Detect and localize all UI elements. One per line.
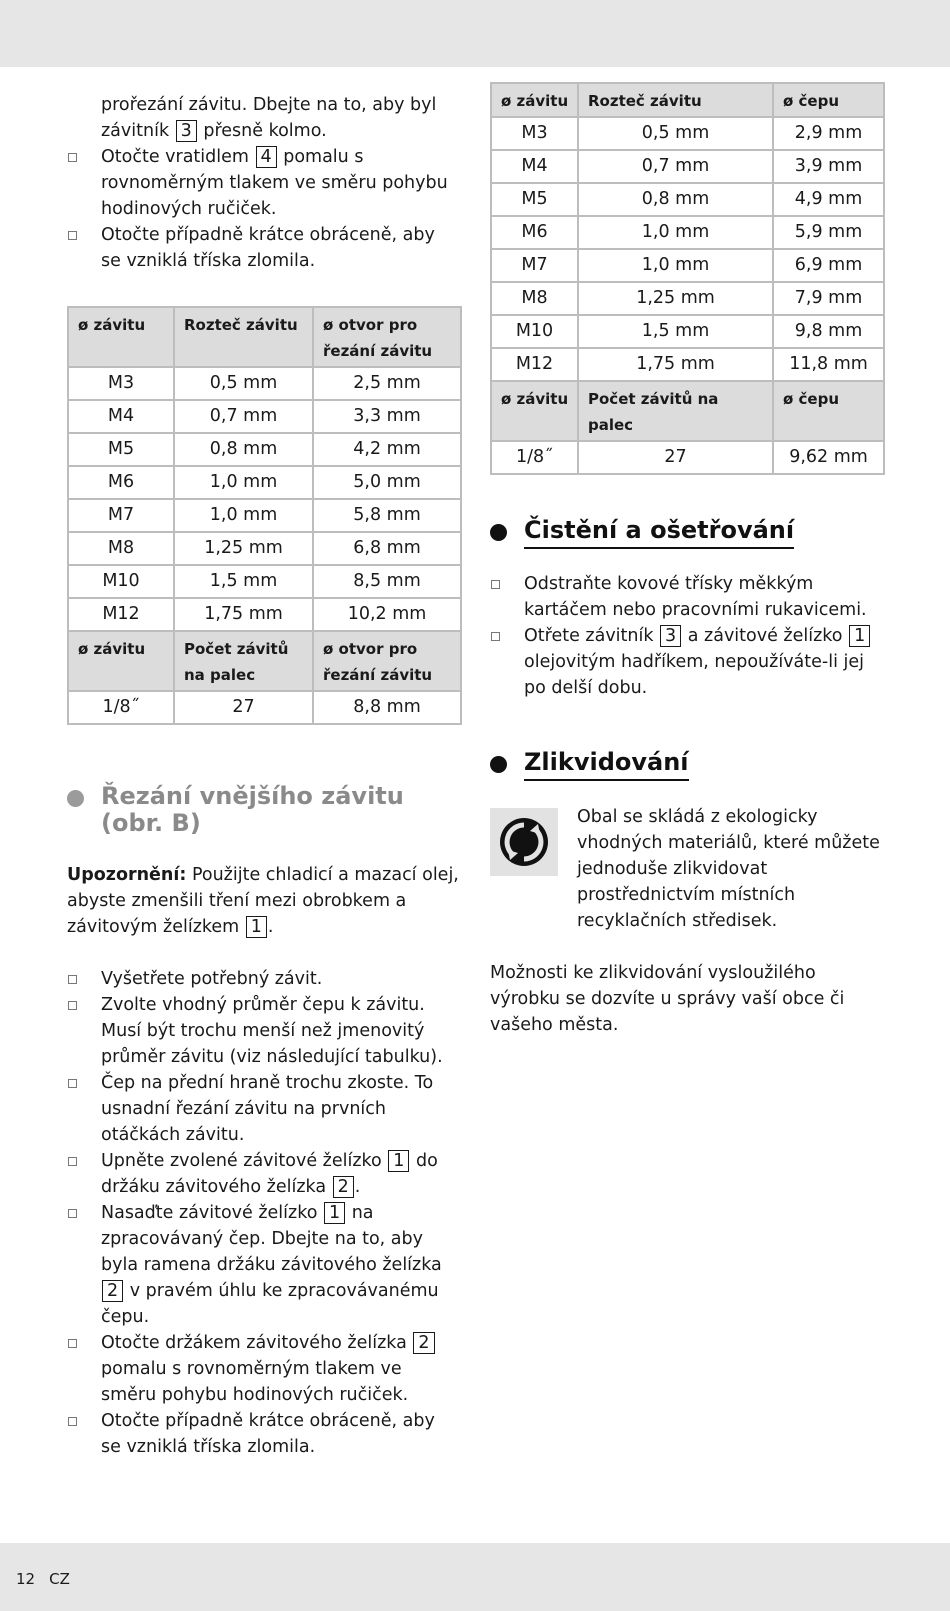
table-header-row: [68, 631, 461, 691]
table-cell: 2,5 mm: [313, 367, 461, 400]
table-row: [491, 441, 884, 474]
table-cell: M5: [491, 183, 578, 216]
table-row: [491, 282, 884, 315]
list-item: Upněte zvolené závitové želízko 1 do držáku závitového želízka 2 .: [67, 1148, 460, 1200]
list-item: Otřete závitník 3 a závitové želízko 1 olejovitým hadříkem, nepoužíváte-li jej po delší dobu.: [490, 623, 883, 701]
table-cell: 1,0 mm: [578, 216, 773, 249]
table-cell: M3: [491, 117, 578, 150]
list-item: Čep na přední hraně trochu zkoste. To usnadní řezání závitu na prvních otáčkách závitu.: [67, 1070, 460, 1148]
table-cell: 1,25 mm: [578, 282, 773, 315]
bullet-dot-icon: [490, 524, 507, 541]
ref-box: 1: [246, 916, 267, 938]
table-row: [68, 499, 461, 532]
section-heading-disposal: Zlikvidování: [490, 749, 883, 776]
table-row: [68, 466, 461, 499]
list-item: Zvolte vhodný průměr čepu k závitu. Musí být trochu menší než jmenovitý průměr závitu (viz následující tabulku).: [67, 992, 460, 1070]
table-row: [491, 348, 884, 381]
table-cell: M7: [68, 499, 174, 532]
ref-box: 2: [333, 1176, 354, 1198]
list-item: Otočte držákem závitového želízka 2 pomalu s rovnoměrným tlakem ve směru pohybu hodinových ručiček.: [67, 1330, 460, 1408]
instruction-list-die: [67, 966, 460, 1460]
table-row: [491, 150, 884, 183]
table-cell: 9,8 mm: [773, 315, 884, 348]
table-cell: M8: [491, 282, 578, 315]
table-cell: 8,8 mm: [313, 691, 461, 724]
table-row: [491, 183, 884, 216]
table-cell: M7: [491, 249, 578, 282]
table-cell: 27: [174, 691, 313, 724]
section-heading-cleaning: Čistění a ošetřování: [490, 517, 883, 544]
table-row: [491, 249, 884, 282]
table-cell: 6,9 mm: [773, 249, 884, 282]
table-cell: 1/8˝: [68, 691, 174, 724]
bullet-dot-icon: [490, 756, 507, 773]
table-cell: 1,0 mm: [578, 249, 773, 282]
disposal-text: Možnosti ke zlikvidování vysloužilého výrobku se dozvíte u správy vaší obce či vašeho města.: [490, 963, 845, 1035]
table-header: ø čepu: [773, 83, 884, 117]
table-header: ø otvor pro řezání závitu: [313, 631, 461, 691]
list-item: Vyšetřete potřebný závit.: [67, 966, 460, 992]
table-header: Počet závitů na palec: [578, 381, 773, 441]
page-number: 12: [16, 1570, 36, 1588]
table-cell: 1,0 mm: [174, 466, 313, 499]
table-cell: 4,9 mm: [773, 183, 884, 216]
table-row: [68, 691, 461, 724]
list-item: Otočte vratidlem 4 pomalu s rovnoměrným tlakem ve směru pohybu hodinových ručiček.: [67, 144, 460, 222]
ref-box: 3: [660, 625, 681, 647]
bullet-dot-icon: [67, 790, 84, 807]
recycle-block: [490, 804, 883, 934]
table-cell: 7,9 mm: [773, 282, 884, 315]
list-item: Otočte případně krátce obráceně, aby se vzniklá tříska zlomila.: [67, 222, 460, 274]
table-cell: 5,8 mm: [313, 499, 461, 532]
table-header: ø závitu: [68, 631, 174, 691]
table-cell: M10: [68, 565, 174, 598]
table-cell: 4,2 mm: [313, 433, 461, 466]
cleaning-list: [490, 571, 883, 701]
table-cell: M4: [491, 150, 578, 183]
die-rod-table: [490, 82, 885, 475]
table-cell: 0,7 mm: [174, 400, 313, 433]
table-cell: 0,5 mm: [578, 117, 773, 150]
table-cell: 27: [578, 441, 773, 474]
table-row: [68, 532, 461, 565]
ref-box: 1: [388, 1150, 409, 1172]
table-row: [68, 433, 461, 466]
table-cell: 0,5 mm: [174, 367, 313, 400]
table-cell: 0,8 mm: [578, 183, 773, 216]
table-cell: 1,75 mm: [174, 598, 313, 631]
table-cell: 3,9 mm: [773, 150, 884, 183]
table-cell: 8,5 mm: [313, 565, 461, 598]
ref-box: 1: [849, 625, 870, 647]
list-item: Odstraňte kovové třísky měkkým kartáčem nebo pracovními rukavicemi.: [490, 571, 883, 623]
green-dot-recycling-icon: [490, 808, 558, 876]
table-cell: M4: [68, 400, 174, 433]
table-header-row: [491, 381, 884, 441]
table-header: ø čepu: [773, 381, 884, 441]
table-header-row: [491, 83, 884, 117]
table-cell: 5,9 mm: [773, 216, 884, 249]
table-cell: 5,0 mm: [313, 466, 461, 499]
table-cell: 6,8 mm: [313, 532, 461, 565]
table-cell: 1,25 mm: [174, 532, 313, 565]
table-cell: 0,8 mm: [174, 433, 313, 466]
table-cell: 9,62 mm: [773, 441, 884, 474]
table-header: ø otvor pro řezání závitu: [313, 307, 461, 367]
table-row: [491, 117, 884, 150]
table-cell: 10,2 mm: [313, 598, 461, 631]
instruction-list-tap: [67, 144, 460, 274]
recycle-text: Obal se skládá z ekologicky vhodných materiálů, které můžete jednoduše zlikvidovat prostřednictvím místních recyklačních středisek.: [577, 807, 880, 931]
table-cell: 1,5 mm: [578, 315, 773, 348]
page-footer: [0, 1543, 950, 1611]
table-cell: 0,7 mm: [578, 150, 773, 183]
section-heading-external-thread: Řezání vnějšího závitu (obr. B): [67, 783, 460, 837]
table-cell: 1,0 mm: [174, 499, 313, 532]
table-header-row: [68, 307, 461, 367]
table-row: [68, 598, 461, 631]
language-code: CZ: [49, 1570, 70, 1588]
table-cell: M6: [68, 466, 174, 499]
tap-drill-table: [67, 306, 462, 725]
table-cell: 1,5 mm: [174, 565, 313, 598]
table-header: ø závitu: [491, 381, 578, 441]
left-column: [67, 92, 460, 1460]
ref-box: 4: [256, 146, 277, 168]
table-cell: M8: [68, 532, 174, 565]
list-item: Nasaďte závitové želízko 1 na zpracovávaný čep. Dbejte na to, aby byla ramena držáku závitového želízka 2 v pravém úhlu ke zpracovávanému čepu.: [67, 1200, 460, 1330]
table-row: [68, 565, 461, 598]
table-cell: M6: [491, 216, 578, 249]
ref-box: 1: [324, 1202, 345, 1224]
table-row: [491, 315, 884, 348]
ref-box: 2: [413, 1332, 434, 1354]
table-cell: 1,75 mm: [578, 348, 773, 381]
list-item: Otočte případně krátce obráceně, aby se vzniklá tříska zlomila.: [67, 1408, 460, 1460]
table-header: ø závitu: [68, 307, 174, 367]
intro-continuation: prořezání závitu. Dbejte na to, aby byl závitník 3 přesně kolmo.: [101, 95, 437, 141]
ref-box: 2: [102, 1280, 123, 1302]
note-paragraph: Upozornění: Použijte chladicí a mazací olej, abyste zmenšili tření mezi obrobkem a závitovým želízkem 1 .: [67, 865, 459, 937]
top-margin-band: [0, 0, 950, 67]
ref-box: 3: [176, 120, 197, 142]
table-cell: 2,9 mm: [773, 117, 884, 150]
table-header: Rozteč závitu: [174, 307, 313, 367]
table-cell: M12: [68, 598, 174, 631]
table-cell: M5: [68, 433, 174, 466]
table-cell: M10: [491, 315, 578, 348]
table-cell: M12: [491, 348, 578, 381]
table-row: [68, 367, 461, 400]
table-header: ø závitu: [491, 83, 578, 117]
table-cell: M3: [68, 367, 174, 400]
table-header: Rozteč závitu: [578, 83, 773, 117]
table-cell: 1/8˝: [491, 441, 578, 474]
table-cell: 3,3 mm: [313, 400, 461, 433]
right-column: [490, 82, 883, 1038]
table-row: [491, 216, 884, 249]
table-header: Počet závitů na palec: [174, 631, 313, 691]
table-row: [68, 400, 461, 433]
table-cell: 11,8 mm: [773, 348, 884, 381]
